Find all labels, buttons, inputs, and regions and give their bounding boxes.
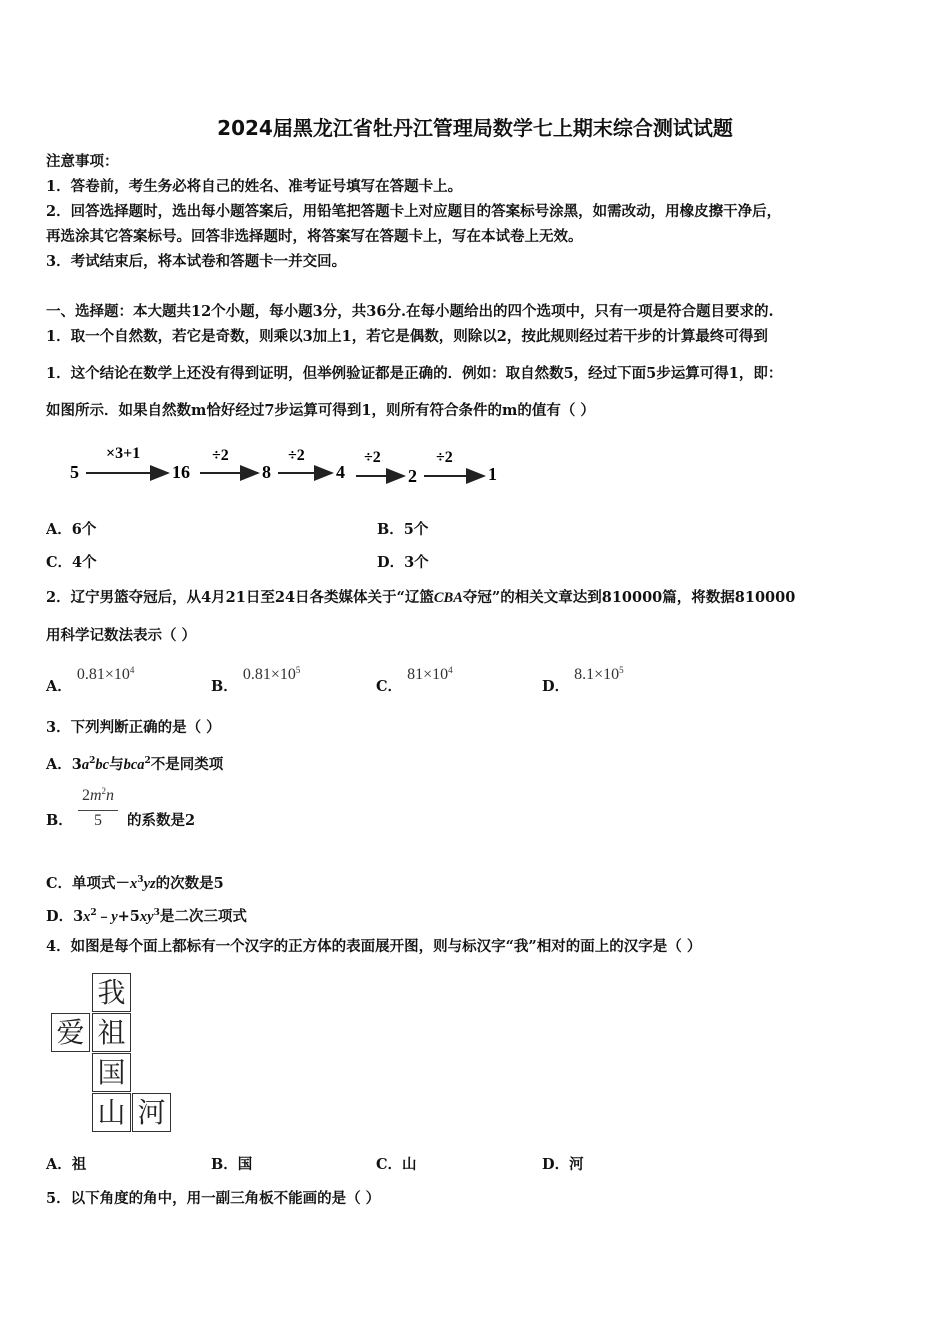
q2-a-base: 0.81×10 [76, 666, 130, 683]
q2-d-base: 8.1×10 [574, 666, 620, 683]
q4-option-c[interactable]: C．山 [376, 1156, 417, 1173]
q2-option-a[interactable] [46, 665, 135, 697]
q3-b-denominator: 5 [94, 812, 102, 829]
q3-option-b[interactable] [46, 811, 73, 831]
q3-a-t3: 2 [89, 756, 96, 766]
q2-option-d-expr [574, 666, 624, 683]
chain-op-0: ×3+1 [106, 445, 141, 462]
q3-b-numerator [76, 786, 120, 805]
q1-line-1: 1．取一个自然数，若它是奇数，则乘以3加上1，若它是偶数，则除以2，按此规则经过若干步的计算最终可得到 [46, 328, 768, 345]
q3-a-t8: 不是同类项 [150, 756, 224, 773]
chain-op-4: ÷2 [436, 449, 453, 466]
notice-item-3: 3．考试结束后，将本试卷和答题卡一并交回。 [46, 253, 347, 270]
q5-stem: 5．以下角度的角中，用一副三角板不能画的是（ ） [46, 1190, 381, 1207]
q3-a-t2: a [81, 757, 90, 773]
q3-b-label: B． [46, 812, 73, 829]
q3-option-a[interactable] [46, 751, 223, 775]
chain-op-1: ÷2 [212, 447, 229, 464]
q2-option-a-expr [77, 666, 135, 683]
page-title: 2024届黑龙江省牡丹江管理局数学七上期末综合测试试题 [217, 116, 733, 140]
q2-line-1-pre: 2．辽宁男篮夺冠后，从4月21日至24日各类媒体关于“辽篮 [46, 589, 434, 606]
q2-option-b-expr [243, 666, 301, 683]
q4-option-d[interactable]: D．河 [542, 1156, 584, 1173]
net-cell-ai: 爱 [51, 1013, 90, 1052]
net-cell-he: 河 [132, 1093, 171, 1132]
q3-b-num-d: n [106, 787, 115, 804]
q3-stem: 3．下列判断正确的是（ ） [46, 719, 221, 736]
q2-option-c-label: C． [376, 678, 403, 695]
q3-a-t4: bc [95, 757, 110, 773]
q2-line-2: 用科学记数法表示（ ） [46, 627, 197, 644]
q3-c-exp: 3 [137, 875, 144, 885]
q3-a-t7: 2 [144, 756, 151, 766]
q1-option-c[interactable]: C．4个 [46, 554, 97, 571]
notice-item-2b: 再选涂其它答案标号。回答非选择题时，将答案写在答题卡上，写在本试卷上无效。 [46, 228, 583, 245]
q2-option-b-label: B． [211, 678, 238, 695]
notice-item-2a: 2．回答选择题时，选出每小题答案后，用铅笔把答题卡上对应题目的答案标号涂黑，如需改动，用橡皮擦干净后， [46, 203, 782, 220]
q1-option-a[interactable]: A．6个 [46, 521, 97, 538]
chain-num-0: 5 [70, 462, 79, 482]
q1-line-2: 1．这个结论在数学上还没有得到证明，但举例验证都是正确的．例如：取自然数5，经过下面5步运算可得1，即： [46, 365, 783, 382]
net-cell-zu: 祖 [92, 1013, 131, 1052]
q3-c-post: 的次数是5 [155, 875, 224, 892]
q3-d-pre: D．3 [46, 908, 84, 925]
chain-num-1: 16 [172, 462, 190, 482]
q1-operation-chain [64, 440, 514, 490]
q2-option-d[interactable] [542, 665, 624, 697]
q1-option-d[interactable]: D．3个 [377, 554, 429, 571]
q3-a-label: A． [46, 756, 72, 773]
q3-option-d[interactable] [46, 903, 247, 927]
q2-line-1 [46, 588, 795, 608]
q1-line-3: 如图所示．如果自然数m恰好经过7步运算可得到1，则所有符合条件的m的值有（ ） [46, 402, 595, 419]
q3-b-text: 的系数是2 [127, 812, 196, 829]
chain-num-3: 4 [336, 462, 345, 482]
q2-option-b[interactable] [211, 665, 301, 697]
q3-b-num-b: m [89, 787, 102, 804]
q3-c-yz: yz [143, 876, 156, 892]
chain-op-2: ÷2 [288, 447, 305, 464]
q3-b-fraction-bar [78, 810, 118, 811]
q3-option-c[interactable] [46, 870, 224, 894]
section-heading: 一、选择题：本大题共12个小题，每小题3分，共36分.在每小题给出的四个选项中，只有一项是符合题目要求的. [46, 303, 774, 320]
net-cell-shan: 山 [92, 1093, 131, 1132]
q4-stem: 4．如图是每个面上都标有一个汉字的正方体的表面展开图，则与标汉字“我”相对的面上的汉字是（ ） [46, 938, 702, 955]
q2-b-exp: 5 [295, 665, 301, 675]
q3-c-x: x [130, 876, 138, 892]
net-cell-wo: 我 [92, 973, 131, 1012]
q1-option-b[interactable]: B．5个 [377, 521, 429, 538]
q2-line-1-post: 夺冠”的相关文章达到810000篇，将数据810000 [462, 589, 796, 606]
q3-b-fraction [76, 786, 120, 836]
q2-cba: CBA [433, 590, 463, 606]
q3-a-t1: 3 [71, 756, 82, 773]
q2-option-c-expr [407, 666, 453, 683]
notice-item-1: 1．答卷前，考生务必将自己的姓名、准考证号填写在答题卡上。 [46, 178, 463, 195]
q3-a-t5: 与 [109, 756, 124, 773]
q2-b-base: 0.81×10 [242, 666, 296, 683]
q3-d-xy: xy [139, 909, 154, 925]
q2-option-d-label: D． [542, 678, 570, 695]
q2-c-exp: 4 [448, 665, 453, 675]
chain-op-3: ÷2 [364, 449, 381, 466]
q3-d-plus: +5 [117, 908, 140, 925]
q3-b-num-c: 2 [101, 786, 107, 796]
q2-option-c[interactable] [376, 665, 453, 697]
q3-d-mid: ﹣ [96, 908, 112, 925]
q3-c-text: C．单项式－ [46, 875, 131, 892]
q3-d-post: 是二次三项式 [159, 908, 247, 925]
q3-b-num-a: 2 [81, 787, 90, 804]
net-cell-guo: 国 [92, 1053, 131, 1092]
chain-num-2: 8 [262, 462, 271, 482]
q2-a-exp: 4 [129, 665, 135, 675]
q2-c-base: 81×10 [407, 666, 449, 683]
q3-a-t6: bca [123, 757, 145, 773]
q3-d-e1: 2 [90, 908, 97, 918]
notice-heading: 注意事项： [46, 153, 119, 170]
q2-option-a-label: A． [46, 678, 72, 695]
q3-d-x: x [83, 909, 91, 925]
chain-num-4: 2 [408, 466, 417, 486]
q3-d-y: y [111, 909, 118, 925]
q3-d-e2: 3 [153, 908, 160, 918]
q4-option-a[interactable]: A．祖 [46, 1156, 87, 1173]
chain-num-5: 1 [488, 464, 497, 484]
q2-d-exp: 5 [619, 665, 624, 675]
q4-option-b[interactable]: B．国 [211, 1156, 253, 1173]
